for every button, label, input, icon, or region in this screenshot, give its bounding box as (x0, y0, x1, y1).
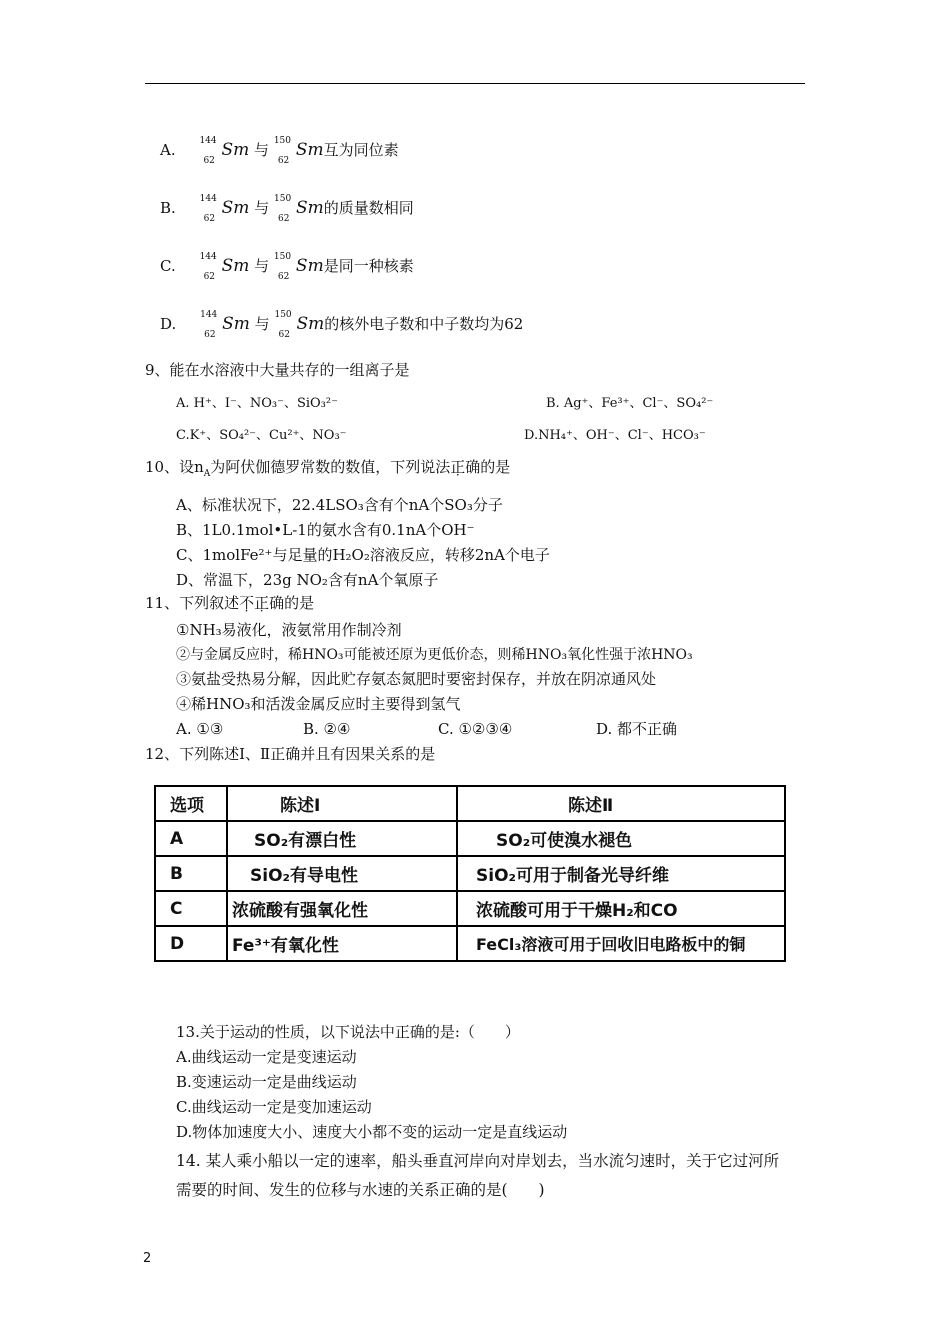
table-row (155, 821, 785, 856)
q11-stem: 11、下列叙述不正确的是 (145, 594, 315, 612)
q11-statement-3: ③氨盐受热易分解，因此贮存氨态氮肥时要密封保存，并放在阴凉通风处 (176, 670, 657, 688)
q11-statement-2: ②与金属反应时，稀HNO₃可能被还原为更低价态，则稀HNO₃氧化性强于浓HNO₃ (176, 647, 693, 663)
table-cell: SiO₂可用于制备光导纤维 (457, 856, 785, 891)
q13-option-a: A.曲线运动一定是变速运动 (176, 1048, 357, 1066)
table-cell: Fe³⁺有氧化性 (227, 926, 457, 961)
header-cell: 选项 (155, 786, 227, 821)
header-rule (145, 83, 805, 84)
q14-stem-line1: 14. 某人乘小船以一定的速率，船头垂直河岸向对岸划去，当水流匀速时，关于它过河所 (176, 1152, 780, 1170)
q13-option-c: C.曲线运动一定是变加速运动 (176, 1098, 372, 1116)
q11-option-a: A. ①③ (176, 720, 224, 738)
table-cell: SO₂可使溴水褪色 (457, 821, 785, 856)
q10-option-a: A、标准状况下，22.4LSO₃含有个nA个SO₃分子 (176, 496, 503, 514)
q11-statement-1: ①NH₃易液化，液氨常用作制冷剂 (176, 621, 402, 639)
q9-option-b: B. Ag⁺、Fe³⁺、Cl⁻、SO₄²⁻ (546, 396, 714, 411)
table-cell: C (155, 891, 227, 926)
table-cell: FeCl₃溶液可用于回收旧电路板中的铜 (457, 926, 785, 961)
table-row (155, 926, 785, 961)
q12-stem: 12、下列陈述Ⅰ、Ⅱ正确并且有因果关系的是 (145, 745, 436, 763)
q11-option-d: D. 都不正确 (596, 720, 678, 738)
q10-option-c: C、1molFe²⁺与足量的H₂O₂溶液反应，转移2nA个电子 (176, 546, 550, 564)
q8-option-d: D. 144 62 Sm 与 150 62 Sm的核外电子数和中子数均为62 (160, 310, 524, 340)
q11-statement-4: ④稀HNO₃和活泼金属反应时主要得到氢气 (176, 695, 461, 713)
header-cell: 陈述Ⅰ (227, 786, 457, 821)
q12-table (154, 785, 786, 962)
q8-option-b: B. 144 62 Sm 与 150 62 Sm的质量数相同 (160, 194, 414, 224)
table-row (155, 856, 785, 891)
table-cell: SiO₂有导电性 (227, 856, 457, 891)
q10-option-b: B、1L0.1mol•L-1的氨水含有0.1nA个OH⁻ (176, 521, 475, 539)
table-row (155, 891, 785, 926)
table-cell: B (155, 856, 227, 891)
q9-option-c: C.K⁺、SO₄²⁻、Cu²⁺、NO₃⁻ (176, 428, 347, 443)
q8-option-a: A. 144 62 Sm 与 150 62 Sm互为同位素 (160, 136, 399, 166)
q11-option-c: C. ①②③④ (438, 720, 513, 738)
page-number: 2 (143, 1251, 152, 1266)
q13-stem: 13.关于运动的性质，以下说法中正确的是:（ ） (176, 1023, 520, 1041)
q8-option-c: C. 144 62 Sm 与 150 62 Sm是同一种核素 (160, 252, 414, 282)
table-cell: D (155, 926, 227, 961)
q9-option-d: D.NH₄⁺、OH⁻、Cl⁻、HCO₃⁻ (524, 428, 706, 443)
table-cell: SO₂有漂白性 (227, 821, 457, 856)
q13-option-b: B.变速运动一定是曲线运动 (176, 1073, 357, 1091)
table-cell: A (155, 821, 227, 856)
table-cell: 浓硫酸可用于干燥H₂和CO (457, 891, 785, 926)
table-header-row (155, 786, 785, 821)
q11-option-b: B. ②④ (303, 720, 351, 738)
q14-stem-line2: 需要的时间、发生的位移与水速的关系正确的是( ) (176, 1181, 545, 1199)
header-cell: 陈述Ⅱ (457, 786, 785, 821)
table-cell: 浓硫酸有强氧化性 (227, 891, 457, 926)
q13-option-d: D.物体加速度大小、速度大小都不变的运动一定是直线运动 (176, 1123, 568, 1141)
q10-stem: 10、设$n_A$为阿伏伽德罗常数的数值，下列说法正确的是 (145, 458, 511, 479)
q9-option-a: A. H⁺、I⁻、NO₃⁻、SiO₃²⁻ (176, 396, 338, 411)
q9-stem: 9、能在水溶液中大量共存的一组离子是 (145, 361, 410, 379)
q10-option-d: D、常温下，23g NO₂含有nA个氧原子 (176, 571, 439, 589)
